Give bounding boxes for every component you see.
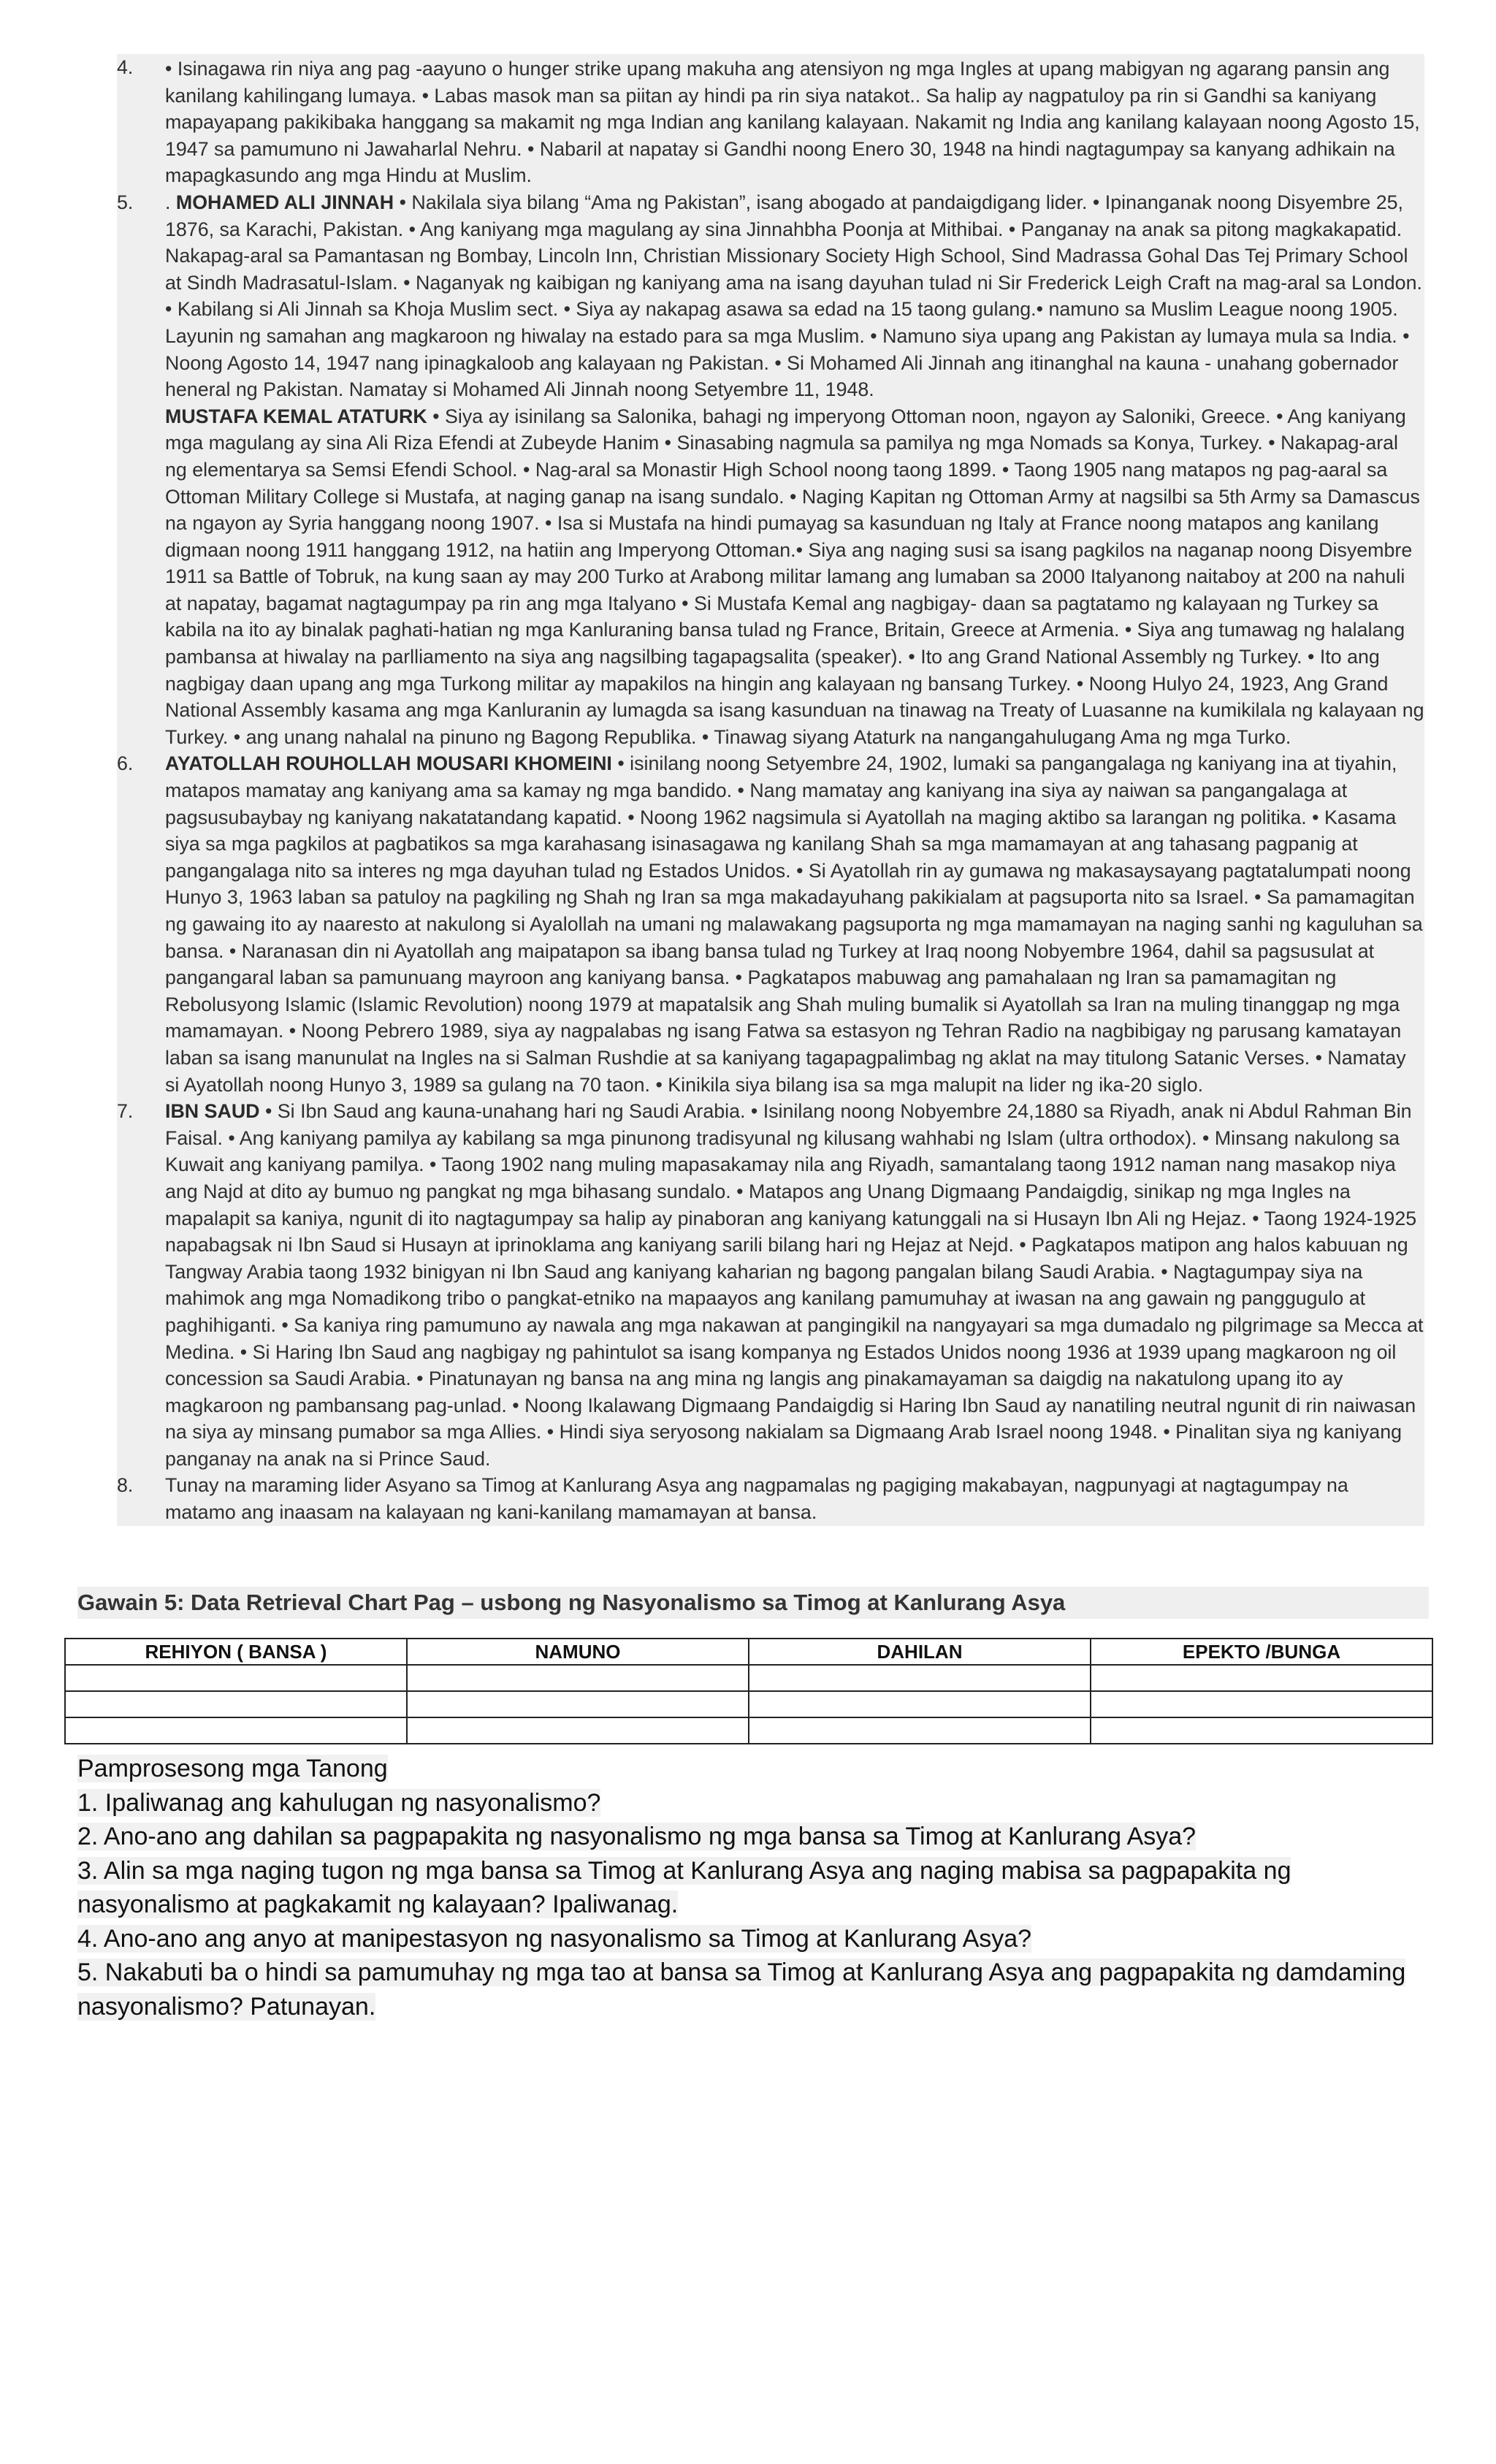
question-text: 5. Nakabuti ba o hindi sa pamumuhay ng mga tao at bansa sa Timog at Kanlurang Asya ang pagpapakita ng damdaming nasyonalismo? Patunayan. [77,1958,1406,2021]
question-text: 4. Ano-ano ang anyo at manipestasyon ng nasyonalismo sa Timog at Kanlurang Asya? [77,1924,1032,1953]
table-cell[interactable] [407,1665,749,1691]
item-text: Tunay na maraming lider Asyano sa Timog at Kanlurang Asya ang nagpamalas ng pagiging makabayan, nagpunyagi at nagtagumpay na matamo ang inaasam na kalayaan ng kani-kanilang mamamayan at bansa. [165,1474,1348,1524]
leader-name: MUSTAFA KEMAL ATATURK [165,405,427,427]
item-text: • Siya ay isinilang sa Salonika, bahagi ng imperyong Ottoman noon, ngayon ay Saloniki, Greece. • Ang kaniyang mga magulang ay sina Ali Riza Efendi at Zubeyde Hanim • Sinasabing nagmula sa pamilya ng mga Nomads sa Konya, Turkey. • Nakapag-aral ng elementarya sa Semsi Efendi School. • Nag-aral sa Monastir High School noong taong 1899. • Taong 1905 nang matapos ng pag-aaral sa Ottoman Military College si Mustafa, at naging ganap na isang sundalo. • Naging Kapitan ng Ottoman Army at nagsilbi sa 5th Army sa Damascus na ngayon ay Syria hanggang noong 1907. • Isa si Mustafa na hindi pumayag sa kasunduan ng Italy at France noong matapos ang kanilang digmaan noong 1911 hanggang 1912, na hatiin ang Imperyong Ottoman.• Siya ang naging susi sa isang pagkilos na naganap noong Disyembre 1911 sa Battle of Tobruk, na kung saan ay may 200 Turko at Arabong militar lamang ang lumaban sa 2000 Italyanong naitaboy at 200 na nahuli at napatay, bagamat nagtagumpay pa rin ang mga Italyano • Si Mustafa Kemal ang nagbigay- daan sa pagtatamo ng kalayaan ng Turkey sa kabila na ito ay binalak paghati-hatian ng mga Kanluraning bansa tulad ng France, Britain, Greece at Armenia. • Siya ang tumawag ng halalang pambansa at hiwalay na parlliamento na siya ang nagsilbing tagapagsalita (speaker). • Ito ang Grand National Assembly ng Turkey. • Ito ang nagbigay daan upang ang mga Turkong militar ay mapakilos na hingin ang kalayaan ng bansang Turkey. • Noong Hulyo 24, 1923, Ang Grand National Assembly kasama ang mga Kanluranin ay lumagda sa isang kasunduan na tinawag na Treaty of Luasanne na kumikilala ng kalayaan ng Turkey. • ang unang nahalal na pinuno ng Bagong Republika. • Tinawag siyang Ataturk na nangangahulugang Ama ng mga Turko. [165,405,1424,748]
table-cell[interactable] [65,1665,407,1691]
table-cell[interactable] [749,1665,1091,1691]
table-row [65,1665,1432,1691]
item-number: 8. [117,1474,134,1497]
question-2 [77,1820,1436,1854]
table-cell[interactable] [1091,1717,1432,1744]
gawain-title: Gawain 5: Data Retrieval Chart Pag – usbong ng Nasyonalismo sa Timog at Kanlurang Asya [77,1587,1429,1619]
item-number: 5. [117,191,134,213]
table-cell[interactable] [407,1717,749,1744]
table-header-row [65,1639,1432,1665]
column-header-epekto: EPEKTO /BUNGA [1091,1639,1432,1665]
processing-questions [77,1752,1436,2024]
leader-name: IBN SAUD [165,1100,260,1123]
question-text: 2. Ano-ano ang dahilan sa pagpapakita ng nasyonalismo ng mga bansa sa Timog at Kanlurang Asya? [77,1823,1197,1850]
item-text: • Isinagawa rin niya ang pag -aayuno o hunger strike upang makuha ang atensiyon ng mga Ingles at upang mabigyan ng agarang pansin ang kanilang kahilingang lumaya. • Labas masok man sa piitan ay hindi pa rin siya natakot.. Sa halip ay nagpatuloy pa rin si Gandhi sa kaniyang mapayapang pakikibaka hanggang sa makamit ng mga Indian ang kanilang kalayaan. Nakamit ng India ang kanilang kalayaan noong Agosto 15, 1947 sa pamumuno ni Jawaharlal Nehru. • Nabaril at napatay si Gandhi noong Enero 30, 1948 na hindi nagtagumpay sa kanyang adhikain na mapagkasundo ang mga Hindu at Muslim. [165,58,1420,187]
question-text: 3. Alin sa mga naging tugon ng mga bansa sa Timog at Kanlurang Asya ang naging mabisa sa pagpapakita ng nasyonalismo at pagkakamit ng kalayaan? Ipaliwanag. [77,1856,1291,1918]
leaders-list [117,54,1424,1526]
table-cell[interactable] [1091,1665,1432,1691]
table-row [65,1691,1432,1717]
question-1 [77,1786,1436,1820]
list-item [117,1098,1424,1472]
column-header-namuno: NAMUNO [407,1639,749,1665]
item-number: 6. [117,752,134,775]
question-5 [77,1956,1436,2024]
item-text: • Si Ibn Saud ang kauna-unahang hari ng Saudi Arabia. • Isinilang noong Nobyembre 24,1880 sa Riyadh, anak ni Abdul Rahman Bin Faisal. • Ang kaniyang pamilya ay kabilang sa mga pinunong tradisyunal ng kilusang wahhabi ng Islam (ultra orthodox). • Minsang nakulong sa Kuwait ang kaniyang pamilya. • Taong 1902 nang muling mapasakamay nila ang Riyadh, samantalang taong 1912 naman nang masakop niya ang Najd at dito ay bumuo ng pangkat ng mga bihasang sundalo. • Matapos ang Unang Digmaang Pandaigdig, sinikap ng mga Ingles na mapalapit sa kaniya, ngunit di ito nagtagumpay sa halip ay pinaboran ang kaniyang katunggali na si Husayn Ibn Ali ng Hejaz. • Taong 1924-1925 napabagsak ni Ibn Saud si Husayn at iprinoklama ang kaniyang sarili bilang hari ng Hejaz at Nejd. • Pagkatapos matipon ang halos kabuuan ng Tangway Arabia taong 1932 binigyan ni Ibn Saud ang kaniyang kaharian ng bagong pangalan bilang Saudi Arabia. • Nagtagumpay siya na mahimok ang mga Nomadikong tribo o pangkat-etniko na mapaayos ang kanilang pamumuhay at iwasan na ang gawain ng panggugulo at paghihiganti. • Sa kaniya ring pamumuno ay nawala ang mga nakawan at pangingikil na nangyayari sa mga dumadalo ng pilgrimage sa Mecca at Medina. • Si Haring Ibn Saud ang nagbigay ng pahintulot sa isang kompanya ng Estados Unidos noong 1936 at 1939 upang magkaroon ng oil concession sa Saudi Arabia. • Pinatunayan ng bansa na ang mina ng langis ang pinakamayaman sa daigdig na nakatulong upang ito ay magkaroon ng pambansang pag-unlad. • Noong Ikalawang Digmaang Pandaigdig si Haring Ibn Saud ay nanatiling neutral ngunit di rin naiwasan na siya ay minsang pumabor sa mga Allies. • Hindi siya seryosong nakialam sa Digmaang Arab Israel noong 1948. • Pinalitan siya ng kaniyang panganay na anak na si Prince Saud. [165,1100,1424,1470]
list-item [117,189,1424,403]
list-item [117,750,1424,1098]
leader-name: AYATOLLAH ROUHOLLAH MOUSARI KHOMEINI [165,752,612,775]
list-item [117,1472,1424,1525]
table-row [65,1717,1432,1744]
table-cell[interactable] [65,1717,407,1744]
question-text: 1. Ipaliwanag ang kahulugan ng nasyonalismo? [77,1788,601,1817]
item-text: • isinilang noong Setyembre 24, 1902, lumaki sa pangangalaga ng kaniyang ina at tiyahin, matapos mamatay ang kaniyang ama sa kamay ng mga bandido. • Nang mamatay ang kaniyang ina siya ay naiwan sa pangangalaga at pagsusubaybay ng kaniyang nakatatandang kapatid. • Noong 1962 nagsimula si Ayatollah na maging aktibo sa larangan ng politika. • Kasama siya sa mga pagkilos at pagbatikos sa mga karahasang isinasagawa ng kanilang Shah sa mga mamamayan at ang tahasang pagpanig at pangangalaga nito sa interes ng mga dayuhan tulad ng Estados Unidos. • Si Ayatollah rin ay gumawa ng makasaysayang pagtatalumpati noong Hunyo 3, 1963 laban sa patuloy na pagkiling ng Shah ng Iran sa mga makadayuhang pakikialam at pagsuporta nito sa Israel. • Sa pamamagitan ng gawaing ito ay naaresto at nakulong si Ayalollah na umani ng malawakang pagsuporta ng mga mamamayan na naging sanhi ng kaguluhan sa bansa. • Naranasan din ni Ayatollah ang maipatapon sa ibang bansa tulad ng Turkey at Iraq noong Nobyembre 1964, dahil sa pagsusulat at pangangaral laban sa pamunuang mayroon ang kaniyang bansa. • Pagkatapos mabuwag ang pamahalaan ng Iran sa pamamagitan ng Rebolusyong Islamic (Islamic Revolution) noong 1979 at mapatalsik ang Shah muling bumalik si Ayatollah sa Iran na muling tinanggap ng mga mamamayan. • Noong Pebrero 1989, siya ay nagpalabas ng isang Fatwa sa estasyon ng Tehran Radio na nagbibigay ng parusang kamatayan laban sa isang manunulat na Ingles na si Salman Rushdie at sa kaniyang tagapagpalimbag ng aklat na may titulong Satanic Verses. • Namatay si Ayatollah noong Hunyo 3, 1989 sa gulang na 70 taon. • Kinikila siya bilang isa sa mga malupit na lider ng ika-20 siglo. [165,752,1423,1096]
questions-heading [77,1752,1436,1786]
list-item [117,54,1424,189]
questions-heading-text: Pamprosesong mga Tanong [77,1755,388,1782]
table-cell[interactable] [1091,1691,1432,1717]
column-header-rehiyon: REHIYON ( BANSA ) [65,1639,407,1665]
item-text: • Nakilala siya bilang “Ama ng Pakistan”, isang abogado at pandaigdigang lider. • Ipinanganak noong Disyembre 25, 1876, sa Karachi, Pakistan. • Ang kaniyang mga magulang ay sina Jinnahbha Poonja at Mithibai. • Panganay na anak sa pitong magkakapatid. Nakapag-aral sa Pamantasan ng Bombay, Lincoln Inn, Christian Missionary Society High School, Sind Madrassa Gohal Das Tej Primary School at Sindh Madrasatul-Islam. • Naganyak ng kaibigan ng kaniyang ama na isang dayuhan tulad ni Sir Frederick Leigh Craft na mag-aral sa London. • Kabilang si Ali Jinnah sa Khoja Muslim sect. • Siya ay nakapag asawa sa edad na 15 taong gulang.• namuno sa Muslim League noong 1905. Layunin ng samahan ang magkaroon ng hiwalay na estado para sa mga Muslim. • Namuno siya upang ang Pakistan ay lumaya mula sa India. • Noong Agosto 14, 1947 nang ipinagkaloob ang kalayaan ng Pakistan. • Si Mohamed Ali Jinnah ang itinanghal na kauna - unahang gobernador heneral ng Pakistan. Namatay si Mohamed Ali Jinnah noong Setyembre 11, 1948. [165,191,1422,401]
question-4 [77,1922,1436,1956]
table-cell[interactable] [749,1691,1091,1717]
data-retrieval-chart [64,1638,1433,1744]
item-number: 4. [117,56,134,78]
item-prefix: . [165,191,176,213]
table-cell[interactable] [65,1691,407,1717]
table-cell[interactable] [749,1717,1091,1744]
item-number: 7. [117,1100,134,1123]
column-header-dahilan: DAHILAN [749,1639,1091,1665]
leader-name: MOHAMED ALI JINNAH [175,191,394,213]
list-item [117,403,1424,751]
table-cell[interactable] [407,1691,749,1717]
question-3 [77,1854,1436,1922]
